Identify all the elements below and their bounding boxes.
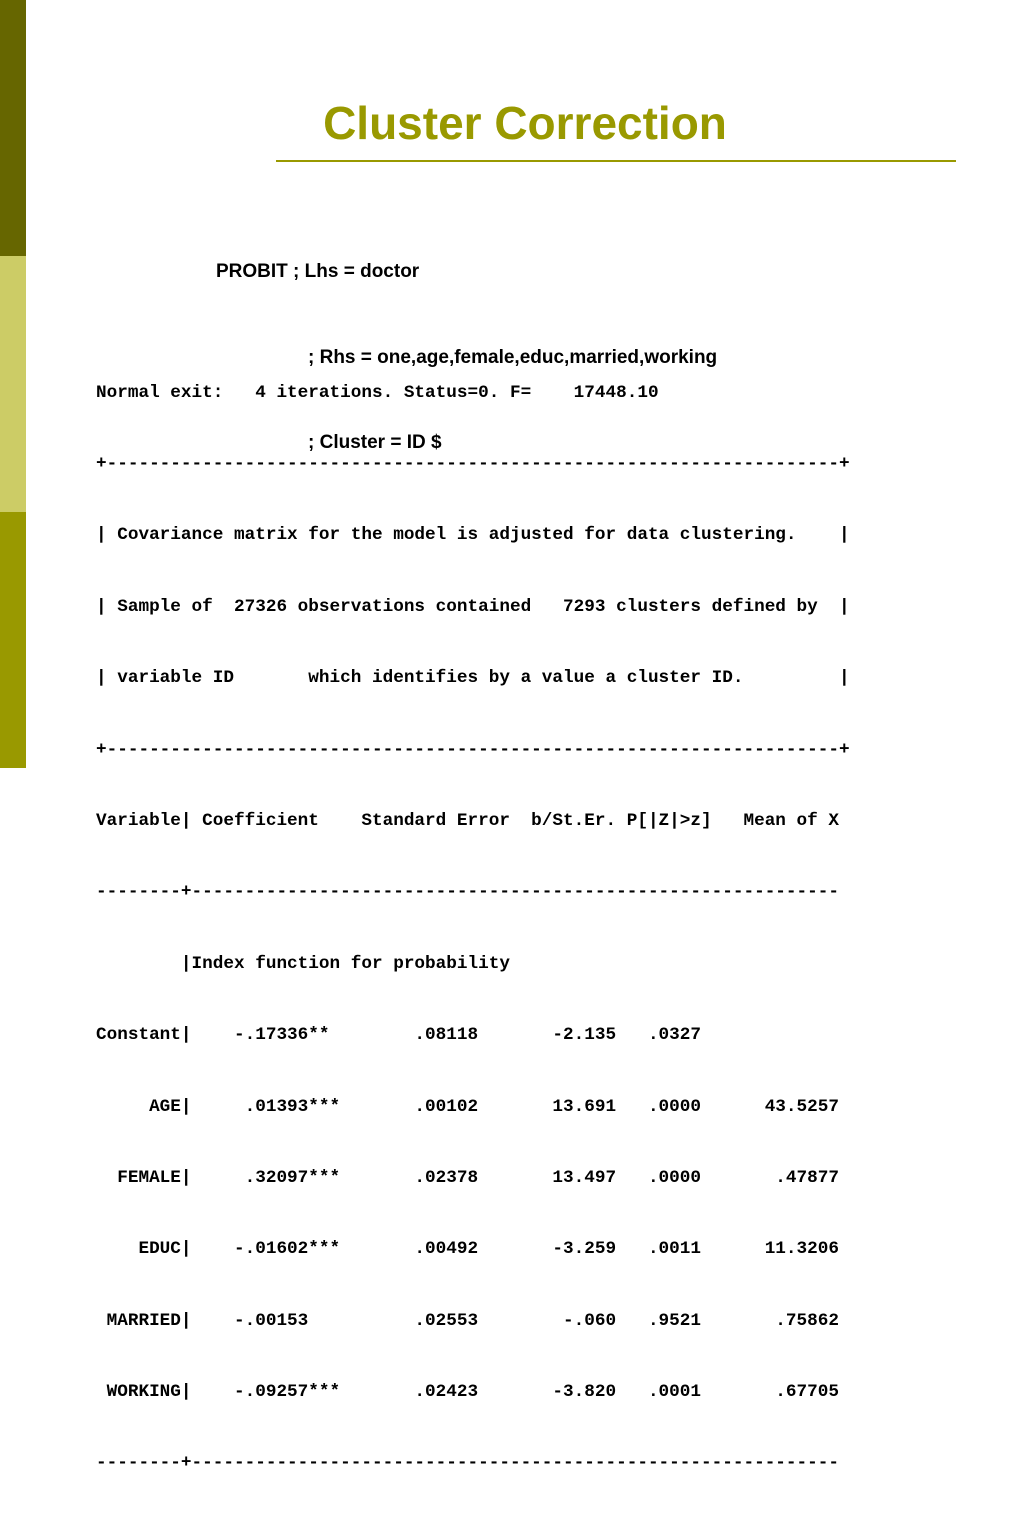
output-section-label: |Index function for probability — [96, 953, 510, 974]
output-table-row-constant: Constant| -.17336** .08118 -2.135 .0327 — [96, 1025, 702, 1046]
command-line-rhs: ; Rhs = one,age,female,educ,married,working — [308, 346, 718, 368]
output-table-row-educ: EDUC| -.01602*** .00492 -3.259 .0011 11.3206 — [96, 1239, 839, 1260]
output-box-border-top: +---------------------------------------------------------------------+ — [96, 453, 850, 474]
slide-title: Cluster Correction — [323, 97, 727, 149]
output-table-row-age: AGE| .01393*** .00102 13.691 .0000 43.5257 — [96, 1096, 839, 1117]
output-table-header: Variable| Coefficient Standard Error b/St.Er. P[|Z|>z] Mean of X — [96, 810, 839, 831]
output-status-line: Normal exit: 4 iterations. Status=0. F= 17448.10 — [96, 382, 659, 403]
output-box-line: | Sample of 27326 observations contained 7293 clusters defined by | — [96, 596, 850, 617]
estimation-output — [96, 334, 850, 1524]
output-table-row-working: WORKING| -.09257*** .02423 -3.820 .0001 .67705 — [96, 1382, 839, 1403]
left-accent-bar — [0, 0, 26, 768]
output-table-row-married: MARRIED| -.00153 .02553 -.060 .9521 .75862 — [96, 1310, 839, 1331]
output-box-border-bottom: +---------------------------------------------------------------------+ — [96, 739, 850, 760]
output-box-line: | variable ID which identifies by a value a cluster ID. | — [96, 668, 850, 689]
left-bar-bottom-segment — [0, 512, 26, 768]
output-table-row-female: FEMALE| .32097*** .02378 13.497 .0000 .47877 — [96, 1167, 839, 1188]
title-underline — [276, 160, 956, 162]
output-box-line: | Covariance matrix for the model is adjusted for data clustering. | — [96, 525, 850, 546]
command-line-cluster: ; Cluster = ID $ — [308, 432, 442, 453]
left-bar-top-segment — [0, 0, 26, 256]
left-bar-middle-segment — [0, 256, 26, 512]
command-line-lhs: PROBIT ; Lhs = doctor — [216, 261, 420, 282]
output-table-divider-bottom: --------+------------------------------------------------------------- — [96, 1453, 839, 1474]
output-table-divider: --------+------------------------------------------------------------- — [96, 882, 839, 903]
